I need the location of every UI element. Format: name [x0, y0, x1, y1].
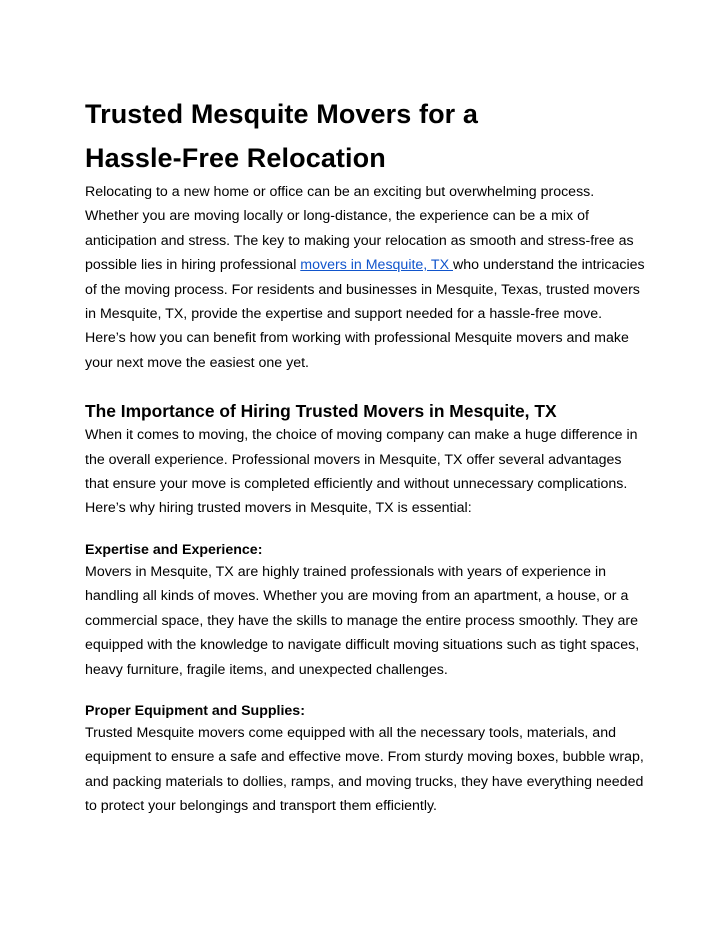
subsection-heading-equipment: Proper Equipment and Supplies: [85, 702, 305, 719]
title-line-1: Trusted Mesquite Movers for a [85, 99, 478, 129]
intro-text-after-link: who understand the intricacies of the moving process. For residents and businesses in Mesquite, Texas, trusted movers in Mesquite, TX, provide the expertise and support needed for a hassle-free move. Here’s how you can benefit from working with professional Mesquite movers and make your next move the easiest one yet. [85, 257, 645, 371]
section-paragraph-importance: When it comes to moving, the choice of moving company can make a huge difference in the overall experience. Professional movers in Mesquite, TX offer several advantages that ensure your move is completed efficiently and without unnecessary complications. Here’s why hiring trusted movers in Mesquite, TX is essential: [85, 427, 638, 517]
intro-paragraph [85, 180, 645, 375]
page-title [85, 92, 645, 180]
title-line-2: Hassle-Free Relocation [85, 143, 386, 173]
section-heading-importance: The Importance of Hiring Trusted Movers in Mesquite, TX [85, 401, 557, 422]
subsection-paragraph-expertise: Movers in Mesquite, TX are highly trained professionals with years of experience in handling all kinds of moves. Whether you are moving from an apartment, a house, or a commercial space, they have the skills to manage the entire process smoothly. They are equipped with the knowledge to navigate difficult moving situations such as tight spaces, heavy furniture, fragile items, and unexpected challenges. [85, 563, 640, 678]
document-page [85, 92, 645, 819]
subsection-heading-expertise: Expertise and Experience: [85, 541, 263, 558]
movers-in-mesquite-link[interactable]: movers in Mesquite, TX [300, 257, 453, 274]
intro-text-before-link: Relocating to a new home or office can be an exciting but overwhelming process. Whether you are moving locally or long-distance, the experience can be a mix of anticipation and stress. The key to making your relocation as smooth and stress-free as possible lies in hiring professional [85, 184, 634, 274]
subsection-paragraph-equipment: Trusted Mesquite movers come equipped with all the necessary tools, materials, and equipment to ensure a safe and effective move. From sturdy moving boxes, bubble wrap, and packing materials to dollies, ramps, and moving trucks, they have everything needed to protect your belongings and transport them efficiently. [85, 724, 644, 815]
